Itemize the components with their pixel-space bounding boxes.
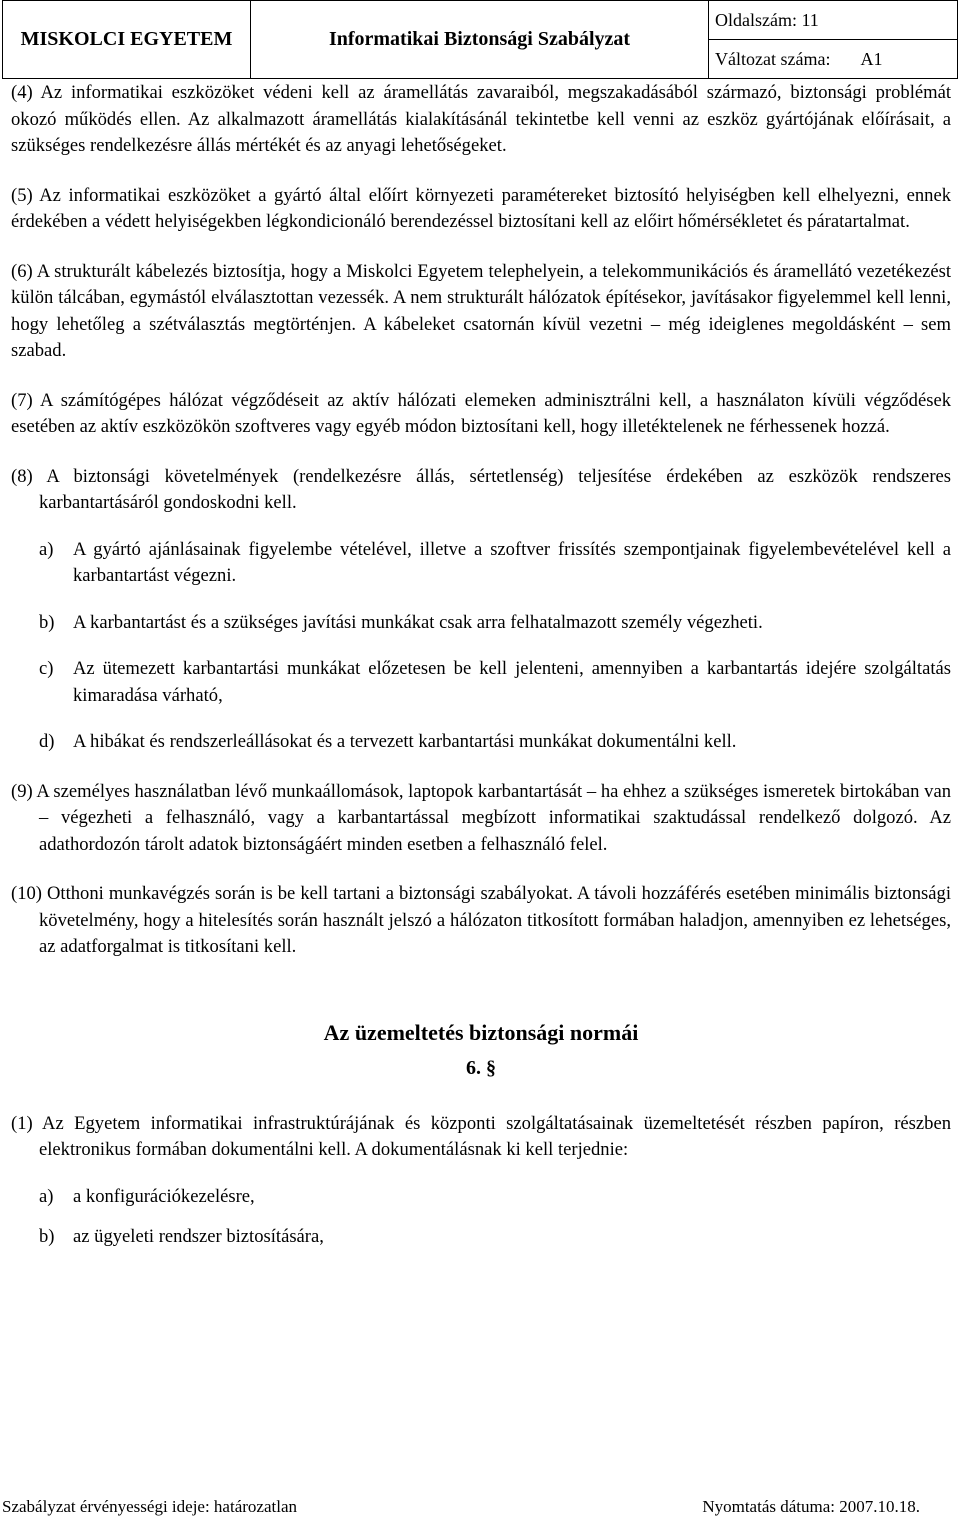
paragraph-10: (10) Otthoni munkavégzés során is be kell tartani a biztonsági szabályokat. A távoli hozzáférés esetében minimális biztonsági követelmény, hogy a hitelesítés során használt jelszó a hálózaton titkosított formában haladjon, amennyiben ez lehetséges, az adatforgalmat is titkosítani kell.: [11, 883, 951, 957]
version-label: Változat száma:: [715, 48, 831, 69]
paragraph-5: (5) Az informatikai eszközöket a gyártó által előírt környezeti paramétereket biztosító helyiségben kell elhelyezni, ennek érdekében a védett helyiségekben légkondicionáló berendezéssel biztosítani kell az előirt hőmérsékletet és páratartalmat.: [11, 184, 951, 232]
page-header: [2, 0, 958, 79]
list-item: a) A gyártó ajánlásainak figyelembe vételével, illetve a szoftver frissítés szempontjainak figyelembevételével kell a karbantartást végezni.: [39, 538, 951, 586]
paragraph-4: (4) Az informatikai eszközöket védeni kell az áramellátás zavaraiból, megszakadásából származó, biztonsági problémát okozó működés ellen. Az alkalmazott áramellátás kialakításánál tekintetbe kell venni az eszköz gyártójának előírásait, a szükséges rendelkezésre állás mértékét és az anyagi lehetőségeket.: [11, 82, 951, 156]
page-number: Oldalszám: 11: [709, 1, 958, 40]
version-value: A1: [860, 48, 883, 69]
validity-text: Szabályzat érvényességi ideje: határozatlan: [2, 1497, 297, 1516]
print-date: Nyomtatás dátuma: 2007.10.18.: [702, 1497, 920, 1516]
paragraph-6: (6) A strukturált kábelezés biztosítja, hogy a Miskolci Egyetem telephelyein, a telekommunikációs és áramellátó vezetékezést külön tálcában, egymástól elválasztottan vezessék. A nem strukturált hálózatok építésekor, javításakor figyelemmel kell lenni, hogy lehetőleg a szétválasztás megtörténjen. A kábeleket csatornán kívül vezetni – még ideiglenes megoldásként – sem szabad.: [11, 260, 951, 361]
list-item: a) a konfigurációkezelésre,: [39, 1185, 255, 1207]
paragraph-8: (8) A biztonsági követelmények (rendelkezésre állás, sértetlenség) teljesítése érdekében az eszközök rendszeres karbantartásáról gondoskodni kell.: [11, 465, 951, 513]
document-title: Informatikai Biztonsági Szabályzat: [251, 1, 709, 79]
page-footer: [0, 1497, 960, 1519]
document-body: [11, 80, 951, 1251]
paragraph-7: (7) A számítógépes hálózat végződéseit az aktív hálózati elemeken adminisztrálni kell, a használaton kívüli végződések esetében az aktív eszközökön szoftveres vagy egyéb módon biztosítani kell, hogy illetéktelenek ne férhessenek hozzá.: [11, 389, 951, 437]
list-item: b) az ügyeleti rendszer biztosítására,: [39, 1226, 324, 1247]
list-item: d) A hibákat és rendszerleállásokat és a tervezett karbantartási munkákat dokumentálni kell.: [39, 731, 737, 752]
section-title: Az üzemeltetés biztonsági normái: [323, 1019, 639, 1045]
list-item: c) Az ütemezett karbantartási munkákat előzetesen be kell jelenteni, amennyiben a karbantartás idejére szolgáltatás kimaradása várható,: [39, 658, 951, 706]
paragraph-9: (9) A személyes használatban lévő munkaállomások, laptopok karbantartását – ha ehhez a szükséges ismeretek birtokában van – végezheti a felhasználó, vagy a karbantartással megbízott informatikai szaktudással rendelkező dolgozó. Az adathordozón tárolt adatok biztonságáért minden esetben a felhasználó felel.: [11, 780, 951, 855]
section-number: 6. §: [466, 1056, 496, 1079]
version-cell: [709, 40, 958, 79]
university-name: MISKOLCI EGYETEM: [3, 1, 251, 79]
list-item: b) A karbantartást és a szükséges javítási munkákat csak arra felhatalmazott személy végezheti.: [39, 611, 763, 633]
section-paragraph-1: (1) Az Egyetem informatikai infrastruktúrájának és központi szolgáltatásainak üzemeltetését részben papíron, részben elektronikus formában dokumentálni kell. A dokumentálásnak ki kell terjednie:: [11, 1112, 951, 1160]
